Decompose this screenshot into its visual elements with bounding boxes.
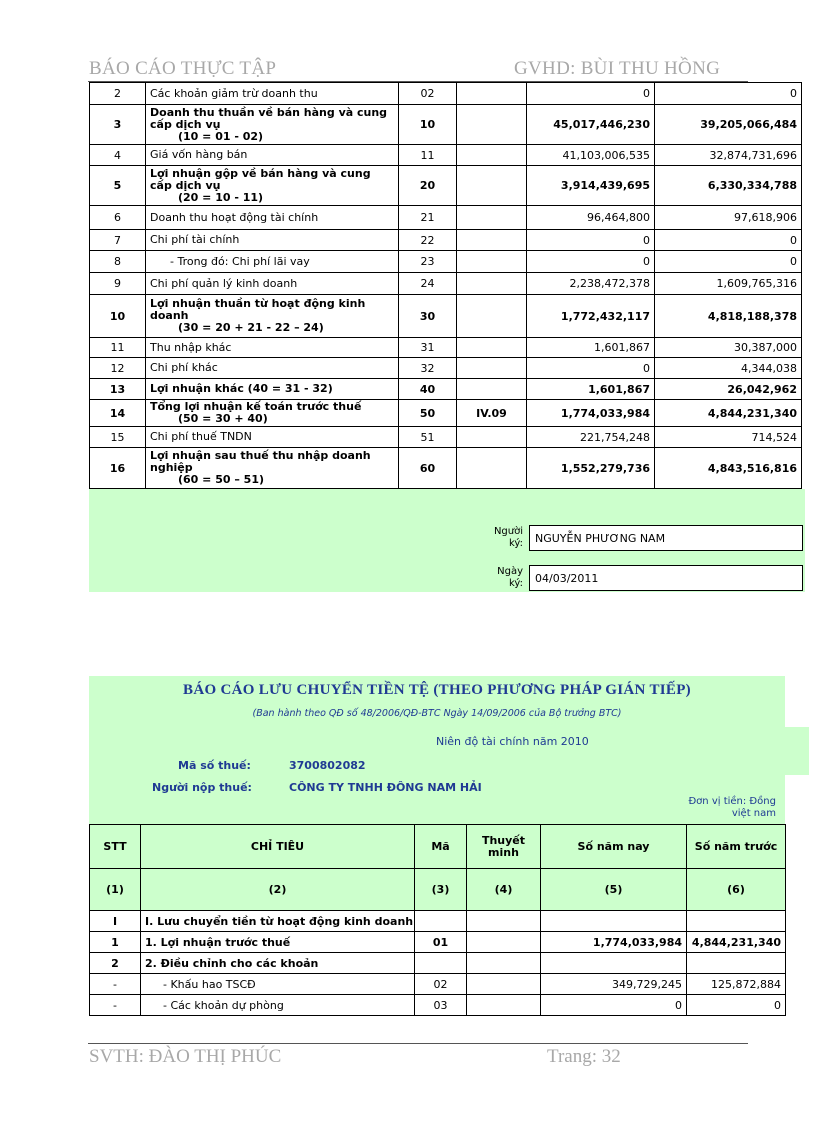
tax-code-value: 3700802082 [289,759,366,772]
row-current-year: 1,552,279,736 [527,448,655,489]
row-code [415,911,467,932]
income-row [90,105,802,145]
row-item-name [146,427,399,448]
row-note [457,295,527,338]
row-current-year: 96,464,800 [527,206,655,230]
income-row [90,166,802,206]
row-item-name-line: Doanh thu thuần về bán hàng và cung [150,105,388,119]
row-item-name-line: Lợi nhuận khác (40 = 31 - 32) [150,382,333,395]
row-previous-year: 6,330,334,788 [655,166,802,206]
row-item-name-line: (30 = 20 + 21 - 22 – 24) [178,321,324,334]
row-number: 1 [90,932,141,953]
row-item-name [146,83,399,105]
row-item-name [146,338,399,358]
cashflow-header-row [90,825,786,869]
row-code: 40 [399,379,457,400]
row-item-name [146,295,399,338]
row-item-name-line: (10 = 01 - 02) [178,129,264,143]
row-current-year: 349,729,245 [541,974,687,995]
row-previous-year: 97,618,906 [655,206,802,230]
row-item-name-line: Chi phí quản lý kinh doanh [150,276,298,290]
row-current-year: 0 [527,251,655,273]
date-label-line1: Ngày [497,566,523,577]
cashflow-row [90,911,786,932]
row-code: 31 [399,338,457,358]
col-header-item: CHỈ TIÊU [141,825,415,869]
index-cell: (4) [467,869,541,911]
cashflow-row [90,932,786,953]
row-number: 2 [90,83,146,105]
col-header-note-line1: Thuyết [481,833,526,847]
income-row [90,400,802,427]
row-item-name [146,230,399,251]
row-current-year: 3,914,439,695 [527,166,655,206]
income-row [90,230,802,251]
currency-unit-line1: Đơn vị tiền: Đồng [688,796,776,807]
row-previous-year: 1,609,765,316 [655,273,802,295]
row-item-name-line: Tổng lợi nhuận kế toán trước thuế [150,400,362,413]
row-item-name-line: Doanh thu hoạt động tài chính [150,210,319,224]
row-number: 9 [90,273,146,295]
row-item-name [146,145,399,166]
row-number: 7 [90,230,146,251]
cashflow-row [90,974,786,995]
income-row [90,448,802,489]
footer-divider [88,1043,748,1044]
row-previous-year: 4,844,231,340 [687,932,786,953]
tax-code-label: Mã số thuế: [178,759,251,772]
row-note [457,448,527,489]
row-current-year: 41,103,006,535 [527,145,655,166]
row-item-name-line: Lợi nhuận gộp về bán hàng và cung [150,166,371,180]
row-item-name [146,251,399,273]
row-item-name [146,105,399,145]
row-previous-year: 4,344,038 [655,358,802,379]
row-number: - [90,995,141,1016]
row-note: IV.09 [457,400,527,427]
row-item-name-line: Chi phí tài chính [150,233,240,246]
row-item-name-line: Chi phí khác [150,361,218,374]
currency-unit [670,796,776,820]
row-item-name: 2. Điều chỉnh cho các khoản [141,953,415,974]
row-note [457,273,527,295]
date-label-line2: ký: [509,578,523,589]
row-current-year: 45,017,446,230 [527,105,655,145]
taxpayer-value: CÔNG TY TNHH ĐÔNG NAM HẢI [289,781,482,794]
row-number: 5 [90,166,146,206]
row-code: 32 [399,358,457,379]
row-current-year [541,953,687,974]
row-number: 15 [90,427,146,448]
index-cell: (1) [90,869,141,911]
cashflow-title: BÁO CÁO LƯU CHUYỂN TIỀN TỆ (THEO PHƯƠNG PHÁP GIÁN TIẾP) [183,682,691,698]
row-previous-year: 39,205,066,484 [655,105,802,145]
cashflow-subtitle: (Ban hành theo QĐ số 48/2006/QĐ-BTC Ngày 14/09/2006 của Bộ trưởng BTC) [252,708,622,719]
row-previous-year: 4,818,188,378 [655,295,802,338]
col-header-note [467,825,541,869]
row-note [467,953,541,974]
row-note [467,995,541,1016]
col-header-code: Mã [415,825,467,869]
row-number: 13 [90,379,146,400]
row-code: 02 [399,83,457,105]
row-note [457,358,527,379]
cashflow-row [90,953,786,974]
row-previous-year: 714,524 [655,427,802,448]
row-item-name-line: (20 = 10 - 11) [178,190,264,204]
col-header-note-line2: minh [488,845,519,859]
row-number: - [90,974,141,995]
row-item-name-line: nghiệp [150,461,193,474]
row-item-name [146,273,399,295]
row-current-year: 1,772,432,117 [527,295,655,338]
footer-page-number: Trang: 32 [547,1046,621,1067]
income-row [90,273,802,295]
cashflow-table [89,824,786,1016]
row-code: 03 [415,995,467,1016]
income-statement-table [89,82,802,489]
row-code: 02 [415,974,467,995]
row-code [415,953,467,974]
col-header-previous: Số năm trước [687,825,786,869]
row-previous-year: 4,844,231,340 [655,400,802,427]
row-number: 8 [90,251,146,273]
row-previous-year: 0 [687,995,786,1016]
col-header-current: Số năm nay [541,825,687,869]
header-supervisor: GVHD: BÙI THU HỒNG [514,58,721,79]
row-current-year: 0 [527,230,655,251]
income-row [90,358,802,379]
row-previous-year: 4,843,516,816 [655,448,802,489]
row-number: 2 [90,953,141,974]
row-code: 10 [399,105,457,145]
income-row [90,295,802,338]
row-item-name-line: cấp dịch vụ [150,178,221,192]
cashflow-index-row [90,869,786,911]
row-current-year: 1,601,867 [527,379,655,400]
row-current-year: 1,774,033,984 [541,932,687,953]
row-number: I [90,911,141,932]
row-note [467,911,541,932]
date-label [470,566,523,590]
row-item-name: - Các khoản dự phòng [141,995,415,1016]
row-item-name-line: - Trong đó: Chi phí lãi vay [170,254,310,268]
signer-label-line1: Người [493,526,523,537]
row-note [467,932,541,953]
row-current-year: 221,754,248 [527,427,655,448]
index-cell: (6) [687,869,786,911]
row-item-name-line: Thu nhập khác [150,340,232,354]
row-current-year [541,911,687,932]
row-code: 30 [399,295,457,338]
row-current-year: 2,238,472,378 [527,273,655,295]
signer-label [470,526,523,550]
row-number: 3 [90,105,146,145]
fiscal-period: Niên độ tài chính năm 2010 [436,735,589,748]
income-row [90,379,802,400]
date-field: 04/03/2011 [529,565,803,591]
row-note [457,166,527,206]
row-note [457,230,527,251]
row-previous-year: 0 [655,251,802,273]
row-item-name: 1. Lợi nhuận trước thuế [141,932,415,953]
row-code: 24 [399,273,457,295]
row-note [457,145,527,166]
row-note [457,105,527,145]
row-item-name [146,166,399,206]
currency-unit-line2: việt nam [731,808,776,819]
row-number: 10 [90,295,146,338]
row-code: 23 [399,251,457,273]
income-row [90,251,802,273]
row-current-year: 1,774,033,984 [527,400,655,427]
row-item-name-line: Giá vốn hàng bán [150,148,248,161]
row-code: 01 [415,932,467,953]
row-code: 20 [399,166,457,206]
income-row [90,145,802,166]
row-item-name [146,379,399,400]
row-item-name-line: Lợi nhuận sau thuế thu nhập doanh [150,449,371,462]
row-item-name [146,400,399,427]
row-note [457,379,527,400]
row-number: 11 [90,338,146,358]
row-number: 14 [90,400,146,427]
index-cell: (5) [541,869,687,911]
signer-label-line2: ký: [509,538,523,549]
row-current-year: 0 [541,995,687,1016]
row-item-name-line: Lợi nhuận thuần từ hoạt động kinh [150,297,366,310]
row-item-name: I. Lưu chuyển tiền từ hoạt động kinh doanh [141,911,415,932]
income-row [90,427,802,448]
row-number: 4 [90,145,146,166]
row-item-name [146,206,399,230]
row-note [467,974,541,995]
row-previous-year: 30,387,000 [655,338,802,358]
row-code: 60 [399,448,457,489]
footer-student: SVTH: ĐÀO THỊ PHÚC [89,1046,282,1067]
row-current-year: 0 [527,358,655,379]
row-previous-year: 26,042,962 [655,379,802,400]
cashflow-row [90,995,786,1016]
row-item-name-line: doanh [150,309,189,322]
row-number: 16 [90,448,146,489]
row-previous-year [687,953,786,974]
row-item-name: - Khấu hao TSCĐ [141,974,415,995]
income-row [90,83,802,105]
row-code: 50 [399,400,457,427]
col-header-stt: STT [90,825,141,869]
row-current-year: 0 [527,83,655,105]
row-note [457,206,527,230]
row-item-name [146,448,399,489]
row-note [457,251,527,273]
row-note [457,338,527,358]
header-report-title: BÁO CÁO THỰC TẬP [89,58,277,79]
row-code: 51 [399,427,457,448]
row-previous-year: 0 [655,83,802,105]
taxpayer-label: Người nộp thuế: [152,781,252,794]
row-previous-year: 0 [655,230,802,251]
row-current-year: 1,601,867 [527,338,655,358]
row-item-name-line: Các khoản giảm trừ doanh thu [150,86,318,100]
row-code: 11 [399,145,457,166]
row-item-name-line: (60 = 50 – 51) [178,473,265,486]
row-item-name-line: cấp dịch vụ [150,117,221,131]
row-item-name-line: Chi phí thuế TNDN [150,430,252,443]
cashflow-header-panel-ext [785,727,809,775]
row-number: 6 [90,206,146,230]
signer-field: NGUYỄN PHƯƠNG NAM [529,525,803,551]
index-cell: (2) [141,869,415,911]
row-number: 12 [90,358,146,379]
row-note [457,427,527,448]
row-item-name [146,358,399,379]
row-previous-year: 32,874,731,696 [655,145,802,166]
income-row [90,338,802,358]
row-note [457,83,527,105]
row-item-name-line: (50 = 30 + 40) [178,412,268,425]
index-cell: (3) [415,869,467,911]
row-previous-year: 125,872,884 [687,974,786,995]
row-code: 21 [399,206,457,230]
income-row [90,206,802,230]
row-previous-year [687,911,786,932]
row-code: 22 [399,230,457,251]
